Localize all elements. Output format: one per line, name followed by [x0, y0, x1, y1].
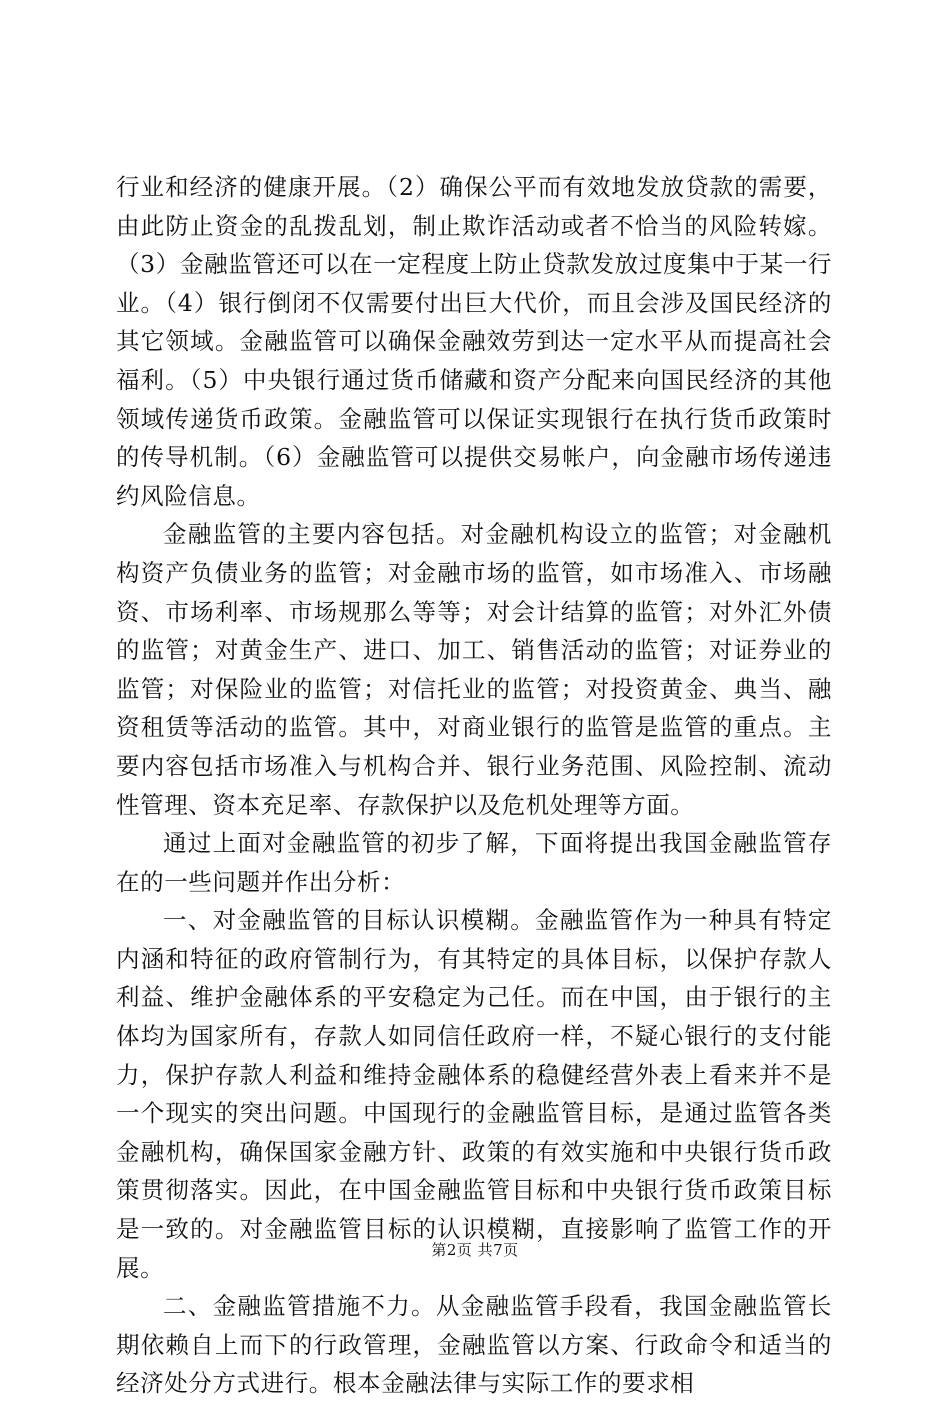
- paragraph-supervision-content: 金融监管的主要内容包括。对金融机构设立的监管；对金融机构资产负债业务的监管；对金融市场的监管，如市场准入、市场融资、市场利率、市场规那么等等；对会计结算的监管；对外汇外债的监管；对黄金生产、进口、加工、销售活动的监管；对证券业的监管；对保险业的监管；对信托业的监管；对投资黄金、典当、融资租赁等活动的监管。其中，对商业银行的监管是监管的重点。主要内容包括市场准入与机构合并、银行业务范围、风险控制、流动性管理、资本充足率、存款保护以及危机处理等方面。: [116, 520, 832, 819]
- paragraph-issue-two: 二、金融监管措施不力。从金融监管手段看，我国金融监管长期依赖自上而下的行政管理，金融监管以方案、行政命令和适当的经济处分方式进行。根本金融法律与实际工作的要求相: [116, 1292, 832, 1398]
- paragraph-transition: 通过上面对金融监管的初步了解，下面将提出我国金融监管存在的一些问题并作出分析：: [116, 829, 832, 896]
- paragraph-issue-one: 一、对金融监管的目标认识模糊。金融监管作为一种具有特定内涵和特征的政府管制行为，有其特定的具体目标，以保护存款人利益、维护金融体系的平安稳定为己任。而在中国，由于银行的主体均为国家所有，存款人如同信任政府一样，不疑心银行的支付能力，保护存款人利益和维持金融体系的稳健经营外表上看来并不是一个现实的突出问题。中国现行的金融监管目标，是通过监管各类金融机构，确保国家金融方针、政策的有效实施和中央银行货币政策贯彻落实。因此，在中国金融监管目标和中央银行货币政策目标是一致的。对金融监管目标的认识模糊，直接影响了监管工作的开展。: [116, 906, 832, 1282]
- page-footer: 第2页 共7页: [431, 1241, 519, 1259]
- paragraph-continuation: 行业和经济的健康开展。（2）确保公平而有效地发放贷款的需要，由此防止资金的乱拨乱划，制止欺诈活动或者不恰当的风险转嫁。（3）金融监管还可以在一定程度上防止贷款发放过度集中于某一行业。（4）银行倒闭不仅需要付出巨大代价，而且会涉及国民经济的其它领域。金融监管可以确保金融效劳到达一定水平从而提高社会福利。（5）中央银行通过货币储藏和资产分配来向国民经济的其他领域传递货币政策。金融监管可以保证实现银行在执行货币政策时的传导机制。（6）金融监管可以提供交易帐户，向金融市场传递违约风险信息。: [116, 173, 832, 510]
- document-body: [116, 168, 832, 1403]
